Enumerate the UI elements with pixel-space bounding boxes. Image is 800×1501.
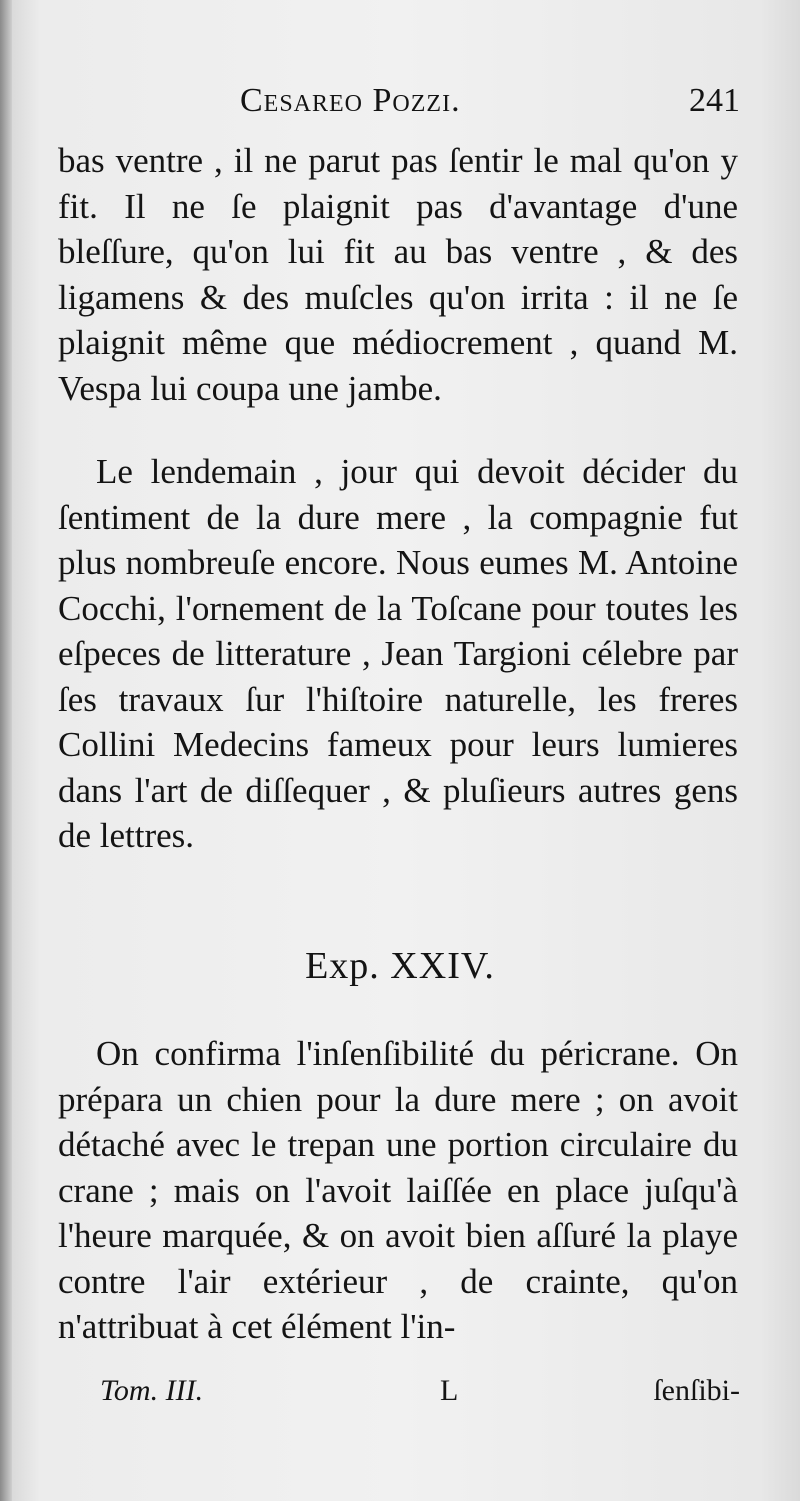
page-footer [100,1374,740,1420]
catchword: ſenſibi- [653,1374,740,1407]
volume-signature: Tom. III. [100,1374,204,1407]
paragraph-continuation [58,138,738,411]
running-head [240,82,740,128]
running-head-title: Cesareo Pozzi. [240,82,461,119]
paragraph-text: bas ventre , il ne parut pas ſentir le mal qu'on y fit. Il ne ſe plaignit pas d'avantage d'une bleſſure, qu'on lui fit au bas ventre , & des ligamens & des muſcles qu'on irrita : il ne ſe plaignit même que médiocrement , quand M. Vespa lui coupa une jambe. [58,141,738,408]
paragraph-text: On confirma l'inſenſibilité du péricrane. On prépara un chien pour la dure mere ; on avoit détaché avec le trepan une portion circulaire du crane ; mais on l'avoit laiſſée en place juſqu'à l'heure marquée, & on avoit bien aſſuré la playe contre l'air extérieur , de crainte, qu'on n'attribuat à cet élément l'in- [58,1034,738,1346]
signature-mark: L [440,1374,459,1407]
page-number: 241 [689,82,740,119]
paragraph-lendemain [58,449,738,859]
paragraph-experiment [58,1031,738,1350]
binding-gutter [0,0,12,1501]
section-heading: Exp. XXIV. [305,945,495,987]
paragraph-text: Le lendemain , jour qui devoit décider du ſentiment de la dure mere , la compagnie fut plus nombreuſe encore. Nous eumes M. Antoine Cocchi, l'ornement de la Toſcane pour toutes les eſpeces de litterature , Jean Targioni célebre par ſes travaux ſur l'hiſtoire naturelle, les freres Collini Medecins fameux pour leurs lumieres dans l'art de diſſequer , & pluſieurs autres gens de lettres. [58,452,738,855]
